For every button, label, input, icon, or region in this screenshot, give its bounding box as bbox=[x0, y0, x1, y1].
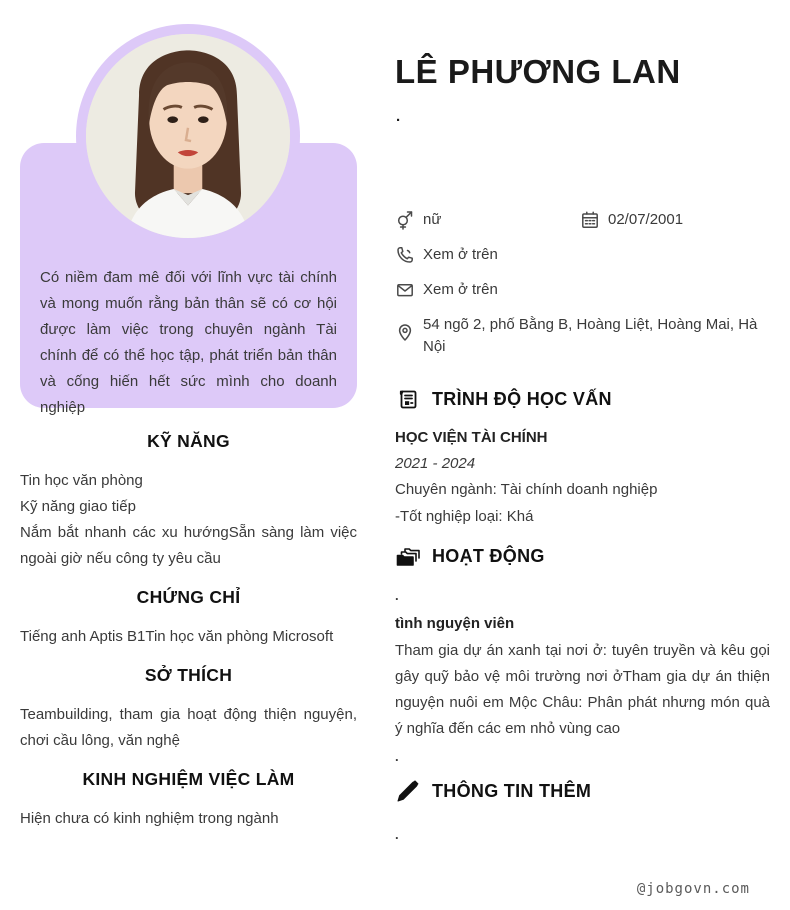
contact-row-address bbox=[395, 314, 770, 358]
contact-info bbox=[395, 209, 770, 371]
section-experience-title: KINH NGHIỆM VIỆC LÀM bbox=[82, 769, 295, 789]
more-info-title: THÔNG TIN THÊM bbox=[432, 780, 592, 801]
section-activity bbox=[395, 543, 770, 762]
skill-item: Tin học văn phòng bbox=[20, 472, 143, 489]
watermark: @jobgovn.com bbox=[636, 881, 750, 897]
certificate-item: Tiếng anh Aptis B1Tin học văn phòng Microsoft bbox=[20, 628, 334, 645]
profile-photo bbox=[86, 34, 290, 238]
birthday-value: 02/07/2001 bbox=[608, 211, 684, 228]
education-major: Chuyên ngành: Tài chính doanh nghiệp bbox=[395, 481, 658, 498]
left-column bbox=[0, 0, 377, 910]
avatar bbox=[76, 24, 300, 248]
gender-value: nữ bbox=[423, 211, 442, 228]
section-experience bbox=[20, 769, 357, 832]
activity-heading bbox=[395, 543, 770, 569]
contact-row-phone bbox=[395, 244, 770, 266]
section-skills bbox=[20, 431, 357, 572]
activity-dot-top: . bbox=[395, 588, 399, 603]
phone-value: Xem ở trên bbox=[423, 246, 498, 263]
section-certificates-title: CHỨNG CHỈ bbox=[136, 587, 241, 607]
skill-item: Kỹ năng giao tiếp bbox=[20, 498, 136, 515]
education-school: HỌC VIỆN TÀI CHÍNH bbox=[395, 429, 548, 446]
location-icon bbox=[395, 322, 415, 342]
email-value: Xem ở trên bbox=[423, 281, 498, 298]
section-certificates bbox=[20, 587, 357, 650]
section-hobbies bbox=[20, 665, 357, 754]
experience-item: Hiện chưa có kinh nghiệm trong ngành bbox=[20, 810, 279, 827]
calendar-icon bbox=[580, 210, 600, 230]
address-field bbox=[395, 314, 770, 358]
candidate-name: LÊ PHƯƠNG LAN bbox=[395, 53, 681, 90]
education-heading bbox=[395, 386, 770, 412]
more-info-heading bbox=[395, 778, 770, 804]
email-icon bbox=[395, 280, 415, 300]
activity-dot-bottom: . bbox=[395, 749, 399, 764]
education-grade: -Tốt nghiệp loại: Khá bbox=[395, 508, 534, 525]
activity-title: HOẠT ĐỘNG bbox=[432, 545, 545, 566]
address-value: 54 ngõ 2, phố Bằng B, Hoàng Liệt, Hoàng Mai, Hà Nội bbox=[423, 316, 758, 355]
gender-icon bbox=[395, 210, 415, 230]
hobby-item: Teambuilding, tham gia hoạt động thiện nguyện, chơi cầu lông, văn nghệ bbox=[20, 706, 357, 749]
education-title: TRÌNH ĐỘ HỌC VẤN bbox=[432, 388, 612, 409]
phone-field bbox=[395, 244, 498, 266]
education-period: 2021 - 2024 bbox=[395, 455, 476, 472]
section-skills-title: KỸ NĂNG bbox=[147, 431, 230, 451]
gender-field bbox=[395, 209, 580, 231]
summary-text: Có niềm đam mê đối với lĩnh vực tài chính và mong muốn rằng bản thân sẽ có cơ hội được làm việc trong chuyên ngành Tài chính để có thể học tập, phát triển bản thân và cống hiến hết sức mình cho doanh nghiệp bbox=[40, 269, 337, 416]
more-info-dot: . bbox=[395, 827, 399, 842]
section-hobbies-title: SỞ THÍCH bbox=[144, 665, 233, 685]
phone-icon bbox=[395, 245, 415, 265]
contact-row-gender-birthday bbox=[395, 209, 770, 231]
activity-role: tình nguyện viên bbox=[395, 615, 515, 632]
folders-icon bbox=[395, 543, 421, 569]
portrait-illustration bbox=[86, 34, 290, 238]
section-education bbox=[395, 386, 770, 525]
certificate-icon bbox=[395, 386, 421, 412]
contact-row-email bbox=[395, 279, 770, 301]
right-column bbox=[395, 0, 770, 910]
name-dot: . bbox=[396, 108, 401, 125]
birthday-field bbox=[580, 209, 683, 231]
email-field bbox=[395, 279, 498, 301]
section-more-info bbox=[395, 778, 770, 840]
activity-description: Tham gia dự án xanh tại nơi ở: tuyên truyền và kêu gọi gây quỹ bảo vệ môi trường nơi ởTham gia dự án thiện nguyện nuôi em Mộc Châu: Phân phát nhưng món quà ý nghĩa đến các em nhỏ vùng cao bbox=[395, 642, 770, 737]
pen-icon bbox=[395, 778, 421, 804]
skill-item: Nắm bắt nhanh các xu hướngSẵn sàng làm việc ngoài giờ nếu công ty yêu cầu bbox=[20, 524, 357, 567]
